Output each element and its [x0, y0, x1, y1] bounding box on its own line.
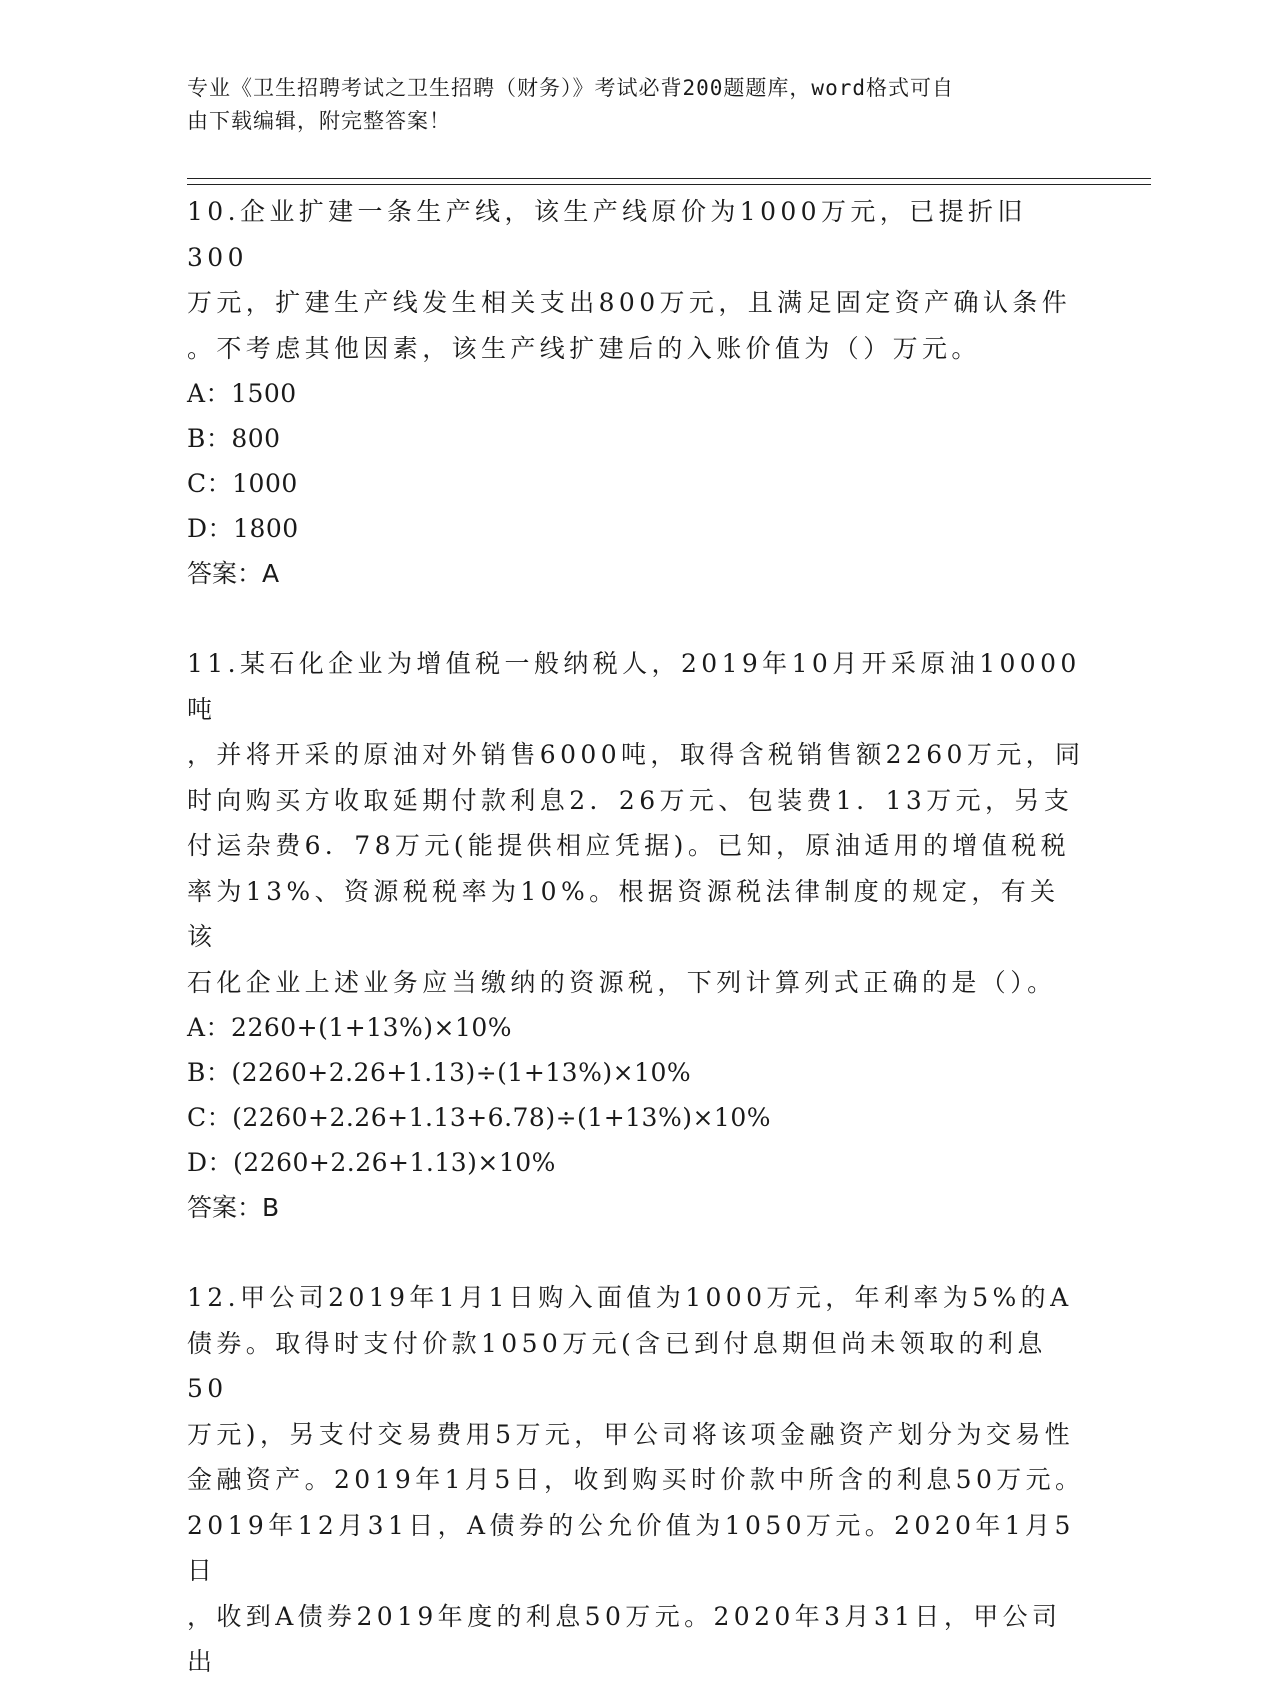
- answer-label: 答案：A: [187, 559, 280, 588]
- question-text-line: 万元，扩建生产线发生相关支出800万元，且满足固定资产确认条件: [187, 288, 1072, 317]
- question-text-line: 率为13%、资源税税率为10%。根据资源税法律制度的规定，有关该: [187, 876, 1060, 951]
- question-text-line: 金融资产。2019年1月5日，收到购买时价款中所含的利息50万元。: [187, 1465, 1085, 1494]
- question-spacer: [187, 1230, 1087, 1275]
- question-text-line: ，收到A债券2019年度的利息50万元。2020年3月31日，甲公司出: [187, 1601, 1062, 1676]
- question-text-line: 2019年12月31日，A债券的公允价值为1050万元。2020年1月5日: [187, 1510, 1075, 1585]
- question-text-line: 付运杂费6．78万元(能提供相应凭据)。已知，原油适用的增值税税: [187, 831, 1071, 860]
- option-b: B：800: [187, 424, 281, 453]
- question-11: [187, 641, 1087, 1230]
- question-spacer: [187, 596, 1087, 641]
- answer-label: 答案：B: [187, 1193, 280, 1222]
- header-title-line-1: 专业《卫生招聘考试之卫生招聘（财务）》考试必背200题题库，word格式可自: [187, 76, 954, 100]
- question-10: [187, 189, 1087, 596]
- option-b: B：(2260+2.26+1.13)÷(1+13%)×10%: [187, 1058, 692, 1087]
- option-d: D：1800: [187, 514, 299, 543]
- header-divider-top: [187, 178, 1151, 179]
- question-text-line: 10.企业扩建一条生产线，该生产线原价为1000万元，已提折旧300: [187, 197, 1027, 272]
- option-a: A：2260+(1+13%)×10%: [187, 1013, 513, 1042]
- header-title-line-2: 由下载编辑，附完整答案！: [187, 109, 451, 133]
- question-text-line: ，并将开采的原油对外销售6000吨，取得含税销售额2260万元，同: [187, 740, 1085, 769]
- question-list: [187, 189, 1087, 1685]
- option-c: C：1000: [187, 469, 298, 498]
- question-text-line: 债券。取得时支付价款1050万元(含已到付息期但尚未领取的利息50: [187, 1328, 1047, 1403]
- question-text-line: 石化企业上述业务应当缴纳的资源税，下列计算列式正确的是（）。: [187, 967, 1057, 997]
- question-text-line: 11.某石化企业为增值税一般纳税人，2019年10月开采原油10000吨: [187, 649, 1081, 724]
- option-d: D：(2260+2.26+1.13)×10%: [187, 1148, 556, 1177]
- header-divider-bottom: [187, 184, 1151, 185]
- question-text-line: 时向购买方收取延期付款利息2．26万元、包装费1．13万元，另支: [187, 785, 1074, 815]
- document-header: [187, 72, 1067, 138]
- question-text-line: 。不考虑其他因素，该生产线扩建后的入账价值为（）万元。: [187, 333, 981, 363]
- question-12: [187, 1275, 1087, 1685]
- option-c: C：(2260+2.26+1.13+6.78)÷(1+13%)×10%: [187, 1103, 771, 1132]
- option-a: A：1500: [187, 379, 297, 408]
- question-text-line: 12.甲公司2019年1月1日购入面值为1000万元，年利率为5%的A: [187, 1283, 1073, 1312]
- question-text-line: 万元)，另支付交易费用5万元，甲公司将该项金融资产划分为交易性: [187, 1419, 1075, 1449]
